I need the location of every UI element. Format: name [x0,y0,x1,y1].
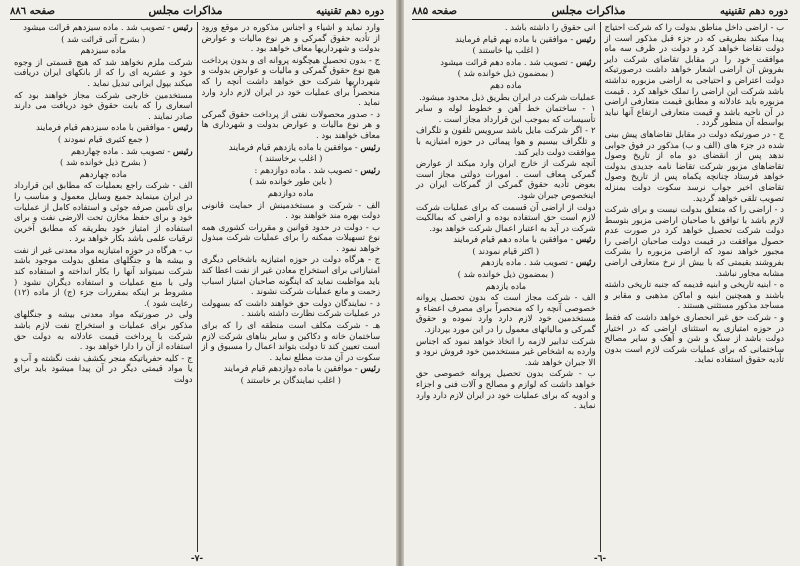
speaker-name: رئیس [172,122,193,133]
page-header [10,4,384,20]
paragraph: هـ - شرکت مکلف است منطقه ای را که برای ساختمان خانه و دکاکین و سایر بناهای شرکت لازم است تعیین کند تا دولت بتواند اعمال را مسبوق و از سکوت در آن مدت مطلع نماید . [201,320,380,362]
paragraph: و - شرکت حق غیر انحصاری خواهد داشت که فقط در حوزه امتیازی به استثنای اراضی که در اختیار دولت باشد از سنگ و شن و آهک و سایر مصالح ساختمانی که برای عملیات شرکت لازم است بدون تأدیه حقوق استفاده نماید. [604,312,784,365]
session-label: دوره دهم تقنینیه [316,6,384,17]
paragraph: شرکت تدابیر لازمه را اتخاذ خواهد نمود که اجناس وارده به اشخاص غیر مستخدمین خود فروش نرود و الا جبران خواهد شد. [416,335,596,367]
paragraph: ب - شرکت بدون تحصیل پروانه خصوصی حق خواهد داشت که لوازم و مصالح و آلات فنی و اجزاء و ادویه که برای عملیات خود در ایران لازم دارد وارد نماید . [416,368,596,411]
paragraph: انی حقوق را داشته باشد . [504,22,596,32]
speaker-text: - تصویب شد . ماده سیزدهم قرائت میشود [23,22,171,32]
column-right [601,22,789,552]
page-title: مذاکرات مجلس [551,4,626,17]
speaker-line [202,363,381,374]
column-divider [197,22,198,552]
centered-note: ( اکثر قیام نمودند ) [472,245,540,256]
speaker-line [416,57,596,68]
speaker-name: رئیس [360,363,380,374]
paragraph: ه - ابنیه تاریخی و ابنیه قدیمه که جنبه تاریخی داشته باشند و همچنین ابنیه و اماکن مذهبی و مقابر و مساجد مذکور مستثنی هستند . [604,279,784,311]
session-label: دوره دهم تقنینیه [720,6,788,17]
centered-note: ( جمع کثیری قیام نمودند ) [57,133,149,144]
paragraph: ب - هرگاه در حوزه امتیازیه مواد معدنی غیر از نفت و بیشه ها و جنگلهای متعلق بدولت موجود باشد شرکت نمیتواند آنها را بکار انداخته و استفاده کند ولی با منع عملیات و استفاده دیگران نشود ( مشروط بر اینکه بمقررات جزء (ج) از ماده (۱۲) رعایت شود ). [14,244,193,308]
centered-note: ماده چهاردهم [79,168,127,179]
speaker-line [202,165,381,176]
paragraph: عملیات شرکت در ایران بطریق ذیل محدود میشود. [419,91,596,102]
centered-note: ( اغلب برخاستند ) [259,153,323,164]
centered-note: ( اغلب بپا خاستند ) [472,45,539,56]
folio-number: -٦- [593,554,607,564]
paragraph: ب - اراضی داخل مناطق بدولت را که شرکت احتیاج پیدا میکند بطریقی که در جزء قبل مذکور است از دولت تقاضا خواهد کرد و دولت در ظرف سه ماه موافقت خود را در مقابل تقاضای شرکت دایر بفروش آن اراضی اشعار خواهد داشت درصورتیکه دولت اعتراض و احتیاجی به اراضی مزبوره نداشته باشد شرکت این اراضی را تملک خواهد کرد . قیمت مزبوره باید عادلانه و مطابق قیمت متعارفی اراضی در آن ناحیه باشد و قیمت متعارفی ارتفاع آنها نباید بواسطه آن منظور گردد . [604,22,784,128]
speaker-name: رئیس [360,164,380,175]
paragraph: الف - شرکت راجع بعملیات که مطابق این قرارداد در ایران مینماید جمیع وسایل معمول و مناسب را برای تأمین صرفه جوئی و استفاده کامل از عملیات خود و برای حفظ مخازن تحت الارضی نفت و برای استفاده از امتیاز خود بطریقه که مطابق آخرین ترقیات علمی باشد بکار خواهد برد . [14,180,193,244]
paragraph: ولی در صورتیکه مواد معدنی بیشه و جنگلهای مذکور برای عملیات و استخراج نفت لازم باشد شرکت با پرداخت قیمت عادلانه به دولت حق استفاده از آن را دارا خواهد بود . [14,309,193,352]
speaker-text: - تصویب شد . ماده دوازدهم : [254,164,358,175]
centered-note: ( بشرح آتی قرائت شد ) [61,33,146,44]
paragraph: ب - دولت در حدود قوانین و مقررات کشوری همه نوع تسهیلات ممکنه را برای عملیات شرکت مبذول خواهد نمود . [201,221,380,253]
page-title: مذاکرات مجلس [148,4,223,17]
page-885 [404,0,796,566]
page-header [412,4,788,20]
speaker-text: - تصویب شد . ماده چهاردهم [71,145,171,156]
centered-note: ماده سیزدهم [80,45,127,56]
paragraph: ۲ - اگر شرکت مایل باشد سرویس تلفون و تلگراف و تلگراف بیسیم و هوا پیمائی در حوزه امتیازیه با موافقت دولت دایر کند. [416,125,596,157]
paragraph: ج - هرگاه دولت در حوزه امتیازیه باشخاص دیگری امتیازاتی برای استخراج معادن غیر از نفت اعطا کند باید مواظبت نماید که اینگونه صاحبان امتیاز اسباب زحمت و مانع عملیات شرکت نشوند . [201,254,380,297]
paragraph: وارد نماید و اشیاء و اجناس مذکوره در موقع ورود از تأدیه حقوق گمرکی و هر نوع مالیات و عوارض بدولت و شهرداریها معاف خواهد بود . [201,22,380,54]
folio-number: -٧- [190,554,204,564]
speaker-name: رئیس [575,33,596,44]
centered-note: ( باین طور خوانده شد ) [249,176,333,187]
speaker-text: - موافقین با ماده نهم قیام فرمایند [455,33,574,44]
centered-note: ( بمضمون ذیل خوانده شد ) [457,269,554,280]
paragraph: مستخدمین خارجی شرکت مجاز خواهند بود که اسعاری را که بابت حقوق خود دریافت می دارند صادر نمایند . [14,89,193,121]
centered-note: ماده دهم [489,79,522,90]
speaker-line [14,22,193,33]
column-left [10,22,197,552]
paragraph: د - اراضی را که متعلق بدولت نیست و برای شرکت لازم باشد با توافق با صاحبان اراضی مزبور بتوسط دولت شرکت تحصیل خواهد کرد در صورت عدم حصول موافقت در قیمت دولت صاحبان اراضی را مجبور خواهد نمود که اراضی مزبوره را بشرکت بفروشند بقیمتی که با بیش از نرخ متعارفی اراضی مشابه مجاور نباشد. [604,204,784,278]
speaker-name: رئیس [172,22,193,32]
paragraph: د - نمایندگان دولت حق خواهند داشت که بسهولت در عملیات شرکت نظارت داشته باشند . [201,297,380,319]
paragraph: شرکت ملزم نخواهد شد که هیچ قسمتی از وجوه خود و عشریه ای را که از بانکهای ایران دریافت میکند بپول ایرانی تبدیل نماید . [14,56,193,88]
paragraph: الف - شرکت مجاز است که بدون تحصیل پروانه خصوصی آنچه را که منحصراً برای مصرف اعضاء و مستخدمین خود لازم دارد وارد نموده و حقوق گمرکی و مالیاتهای معمول را در این مورد بپردازد. [416,292,596,335]
speaker-text: - موافقین با ماده یازدهم قیام فرمایند [228,141,358,152]
speaker-line [202,142,381,153]
page-number: صفحه ۸۸٦ [10,6,55,17]
column-divider [600,22,601,552]
text-columns [412,22,788,552]
page-number: صفحه ۸۸۵ [412,6,457,17]
speaker-text: - تصویب شد . ماده یازدهم [480,257,574,268]
paragraph: دولت از اراضی آن قسمت که برای عملیات شرکت لازم است حق استفاده بوده و اراضی که بمالکیت شرکت در آید به اعتبار اعمال شرکت خواهد بود. [416,201,596,233]
centered-note: ( بشرح ذیل خوانده شد ) [60,157,147,168]
speaker-name: رئیس [575,257,596,268]
centered-note: ( بمضمون ذیل خوانده شد ) [457,68,554,79]
paragraph: ۱ - ساختمان خط آهن و خطوط لوله و سایر تأسیسات که بموجب این قرارداد مجاز است . [416,103,596,124]
page-886 [2,0,392,566]
speaker-name: رئیس [575,234,596,245]
speaker-text: - موافقین با ماده دهم قیام فرمایند [453,234,574,245]
speaker-text: - موافقین با ماده سیزدهم قیام فرمایند [36,122,171,133]
paragraph: د - صدور محصولات نفتی از پرداخت حقوق گمرکی و هر نوع مالیات و عوارض بدولت و شهرداری ها معاف خواهند بود . [201,108,380,140]
centered-note: ( اغلب نمایندگان بر خاستند ) [240,375,341,385]
centered-note: ماده دوازدهم [267,187,314,198]
paragraph: ج - بدون تحصیل هیچگونه پروانه ای و بدون پرداخت هیچ نوع حقوق گمرکی و مالیات و عوارض بدولت و شهرداریها شرکت حق خواهد داشت آنچه را که منحصراً برای عملیات خود در ایران لازم دارد وارد نماید . [201,54,380,108]
speaker-name: رئیس [360,141,380,152]
paragraph: ج - در صورتیکه دولت در مقابل تقاضاهای پیش بینی شده در جزء های (الف و ب) مذکور در فوق جوابی ندهد پس از انقضای دو ماه از تاریخ وصول تقاضاهای مزبور شرکت تقاضا نامه جدیدی بدولت خواهد فرستاد چنانچه یکماه پس از تاریخ وصول تقاضای اخیر جواب نرسد سکوت دولت بمنزله تصویب تلقی خواهد گردید. [604,128,784,203]
column-left [412,22,600,552]
speaker-line [14,122,193,133]
paragraph: ج - کلیه حفریاتیکه منجر بکشف نفت نگشته و آب و یا مواد قیمتی دیگر در آن پیدا میشود باید برای دولت [14,352,193,384]
speaker-line [416,257,596,268]
paragraph: الف - شرکت و مستخدمینش از حمایت قانونی دولت بهره مند خواهند بود . [201,199,380,221]
text-columns [10,22,384,552]
speaker-line [14,146,193,157]
speaker-text: - تصویب شد . ماده دهم قرائت میشود [440,56,574,67]
speaker-name: رئیس [172,145,193,156]
paragraph: آنچه شرکت از خارج ایران وارد میکند از عوارض گمرکی معاف است . امورات دولتی مجاز است بعوض تأدیه حقوق گمرکی از گمرکات ایران در اینخصوص جبران شود. [416,158,596,200]
speaker-text: - موافقین با ماده دوازدهم قیام فرمایند [223,363,358,374]
centered-note: ماده یازدهم [485,280,526,291]
speaker-line [416,34,596,45]
speaker-name: رئیس [575,56,596,67]
book-gutter [396,0,404,566]
speaker-line [416,234,596,245]
column-right [198,22,385,552]
